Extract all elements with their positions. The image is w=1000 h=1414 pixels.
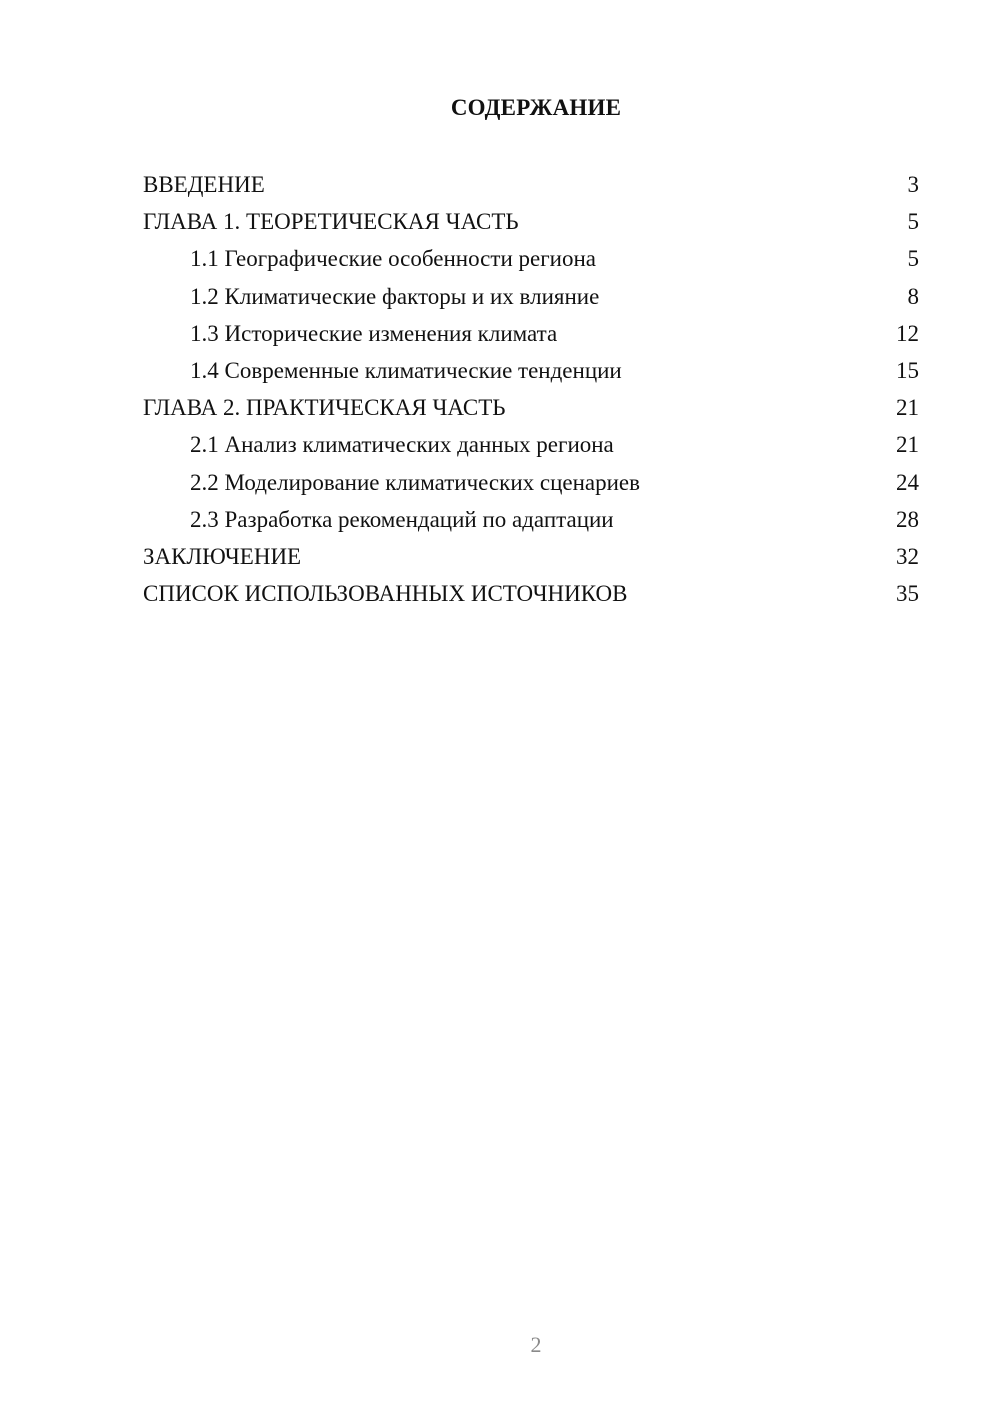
- toc-entry-page: 21: [896, 395, 919, 421]
- toc-entry-conclusion[interactable]: [143, 540, 919, 577]
- toc-entry-page: 5: [907, 246, 919, 272]
- toc-entry-page: 35: [896, 581, 919, 607]
- toc-entry-chapter-1[interactable]: [143, 205, 919, 242]
- toc-entry-label: ЗАКЛЮЧЕНИЕ: [143, 543, 302, 569]
- page-title: СОДЕРЖАНИЕ: [450, 95, 622, 120]
- toc-entry-page: 15: [896, 357, 919, 383]
- toc-entry-page: 21: [896, 432, 919, 458]
- toc-entry-label: 1.1 Географические особенности региона: [190, 246, 596, 272]
- toc-entry-label: СПИСОК ИСПОЛЬЗОВАННЫХ ИСТОЧНИКОВ: [143, 581, 628, 607]
- toc-entry-section-2-3[interactable]: [143, 503, 919, 540]
- toc-entry-label: 1.2 Климатические факторы и их влияние: [190, 283, 600, 309]
- table-of-contents: [143, 168, 919, 614]
- toc-entry-label: ВВЕДЕНИЕ: [143, 172, 265, 197]
- toc-entry-page: 12: [896, 320, 919, 346]
- toc-entry-page: 8: [907, 283, 919, 309]
- page-number: 2: [530, 1332, 542, 1357]
- toc-entry-label: ГЛАВА 1. ТЕОРЕТИЧЕСКАЯ ЧАСТЬ: [143, 209, 519, 235]
- toc-entry-label: 2.1 Анализ климатических данных региона: [190, 432, 614, 458]
- toc-entry-label: 1.3 Исторические изменения климата: [190, 320, 558, 346]
- toc-entry-page: 28: [896, 506, 919, 532]
- toc-entry-section-2-1[interactable]: [143, 428, 919, 465]
- toc-entry-page: 32: [896, 543, 919, 569]
- toc-entry-introduction[interactable]: [143, 168, 919, 205]
- toc-entry-label: 2.2 Моделирование климатических сценариев: [190, 469, 640, 495]
- toc-entry-page: 24: [896, 469, 919, 495]
- toc-entry-section-1-3[interactable]: [143, 317, 919, 354]
- toc-entry-page: 3: [907, 172, 919, 197]
- toc-entry-label: ГЛАВА 2. ПРАКТИЧЕСКАЯ ЧАСТЬ: [143, 395, 506, 421]
- toc-entry-label: 2.3 Разработка рекомендаций по адаптации: [190, 506, 614, 532]
- toc-entry-label: 1.4 Современные климатические тенденции: [190, 357, 622, 383]
- toc-entry-section-1-4[interactable]: [143, 354, 919, 391]
- toc-entry-references[interactable]: [143, 577, 919, 614]
- toc-entry-page: 5: [907, 209, 919, 235]
- toc-entry-chapter-2[interactable]: [143, 391, 919, 428]
- toc-entry-section-1-1[interactable]: [143, 242, 919, 279]
- toc-entry-section-1-2[interactable]: [143, 280, 919, 317]
- toc-entry-section-2-2[interactable]: [143, 466, 919, 503]
